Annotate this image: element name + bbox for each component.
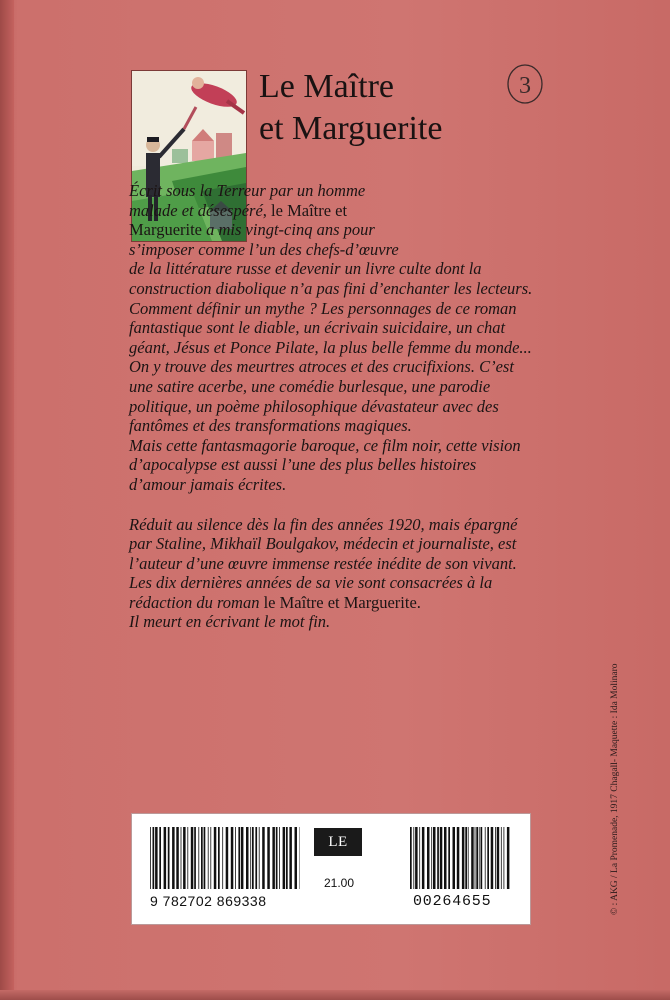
barcode-bar: [183, 827, 186, 889]
barcode-bar: [504, 827, 505, 889]
blurb-text-segment: Marguerite: [129, 220, 203, 240]
barcode-bar: [198, 827, 199, 889]
barcode-bar: [181, 827, 182, 889]
barcode-bar: [476, 827, 478, 889]
barcode-bar: [422, 827, 425, 889]
barcode-bar: [191, 827, 194, 889]
barcode-bar: [262, 827, 265, 889]
handwritten-digit: 3: [519, 73, 531, 99]
barcode-bar: [210, 827, 211, 889]
blurb-text-segment: d’apocalypse est aussi l’une des plus belles histoires: [129, 455, 477, 475]
barcode-bar: [246, 827, 249, 889]
bottom-edge-shadow: [0, 990, 670, 1000]
isbn-number: 9 782702 869338: [150, 893, 267, 909]
handwritten-number-mark: [503, 62, 547, 106]
barcode-bar: [440, 827, 443, 889]
barcode-bar: [295, 827, 298, 889]
title-line-2: et Marguerite: [259, 110, 443, 147]
barcode-bar: [462, 827, 465, 889]
blurb-text-segment: d’amour jamais écrites.: [129, 474, 287, 494]
blurb-line: [129, 220, 524, 240]
blurb-line: [129, 377, 524, 397]
barcode-bar: [267, 827, 270, 889]
blurb-line: [129, 416, 524, 436]
barcode-bar: [507, 827, 510, 889]
barcode-bar: [204, 827, 206, 889]
barcode-bar: [235, 827, 236, 889]
barcode-bar: [155, 827, 158, 889]
image-credit: © : AKG / La Promenade, 1917 Chagall- Maquette : Ida Molinaro: [610, 663, 620, 915]
spine-shadow: [0, 0, 14, 1000]
barcode-bar: [475, 827, 476, 889]
barcode-bar: [497, 827, 500, 889]
barcode-bar: [201, 827, 203, 889]
barcode-bar: [276, 827, 278, 889]
title-line-1: Le Maître: [259, 68, 394, 105]
blurb-line: [129, 612, 524, 632]
blurb: [129, 181, 533, 632]
blurb-text-segment: Écrit sous la Terreur par un homme: [129, 181, 366, 200]
blurb-line: [129, 436, 524, 456]
barcode-bar: [501, 827, 502, 889]
blurb-line: [129, 554, 524, 574]
barcode-bar: [208, 827, 209, 889]
barcode-bar: [214, 827, 217, 889]
blurb-line: [129, 357, 524, 377]
barcode-bar: [272, 827, 275, 889]
barcode-sticker: [131, 813, 531, 925]
barcode-bar: [259, 827, 260, 889]
blurb-text-segment: une satire acerbe, une comédie burlesque, une parodie: [129, 376, 491, 396]
barcode-bar: [187, 827, 188, 889]
blurb-line: [129, 181, 524, 201]
blurb-text-segment: s’imposer comme l’un des chefs-d’œuvre: [129, 239, 399, 259]
blurb-text-segment: Il meurt en écrivant le mot fin.: [129, 612, 331, 632]
blurb-line: [129, 259, 524, 279]
barcode-bar: [194, 827, 196, 889]
barcode-bar: [457, 827, 460, 889]
barcode-bar: [410, 827, 412, 889]
blurb-line: [129, 299, 524, 319]
blurb-paragraph-2: [129, 515, 524, 633]
barcode-bar: [481, 827, 483, 889]
barcode-bar: [226, 827, 229, 889]
blurb-line: [129, 515, 524, 535]
blurb-text-segment: politique, un poème philosophique dévastateur avec des: [129, 396, 499, 416]
blurb-text-segment: malade et désespéré: [129, 200, 263, 220]
blurb-text-segment: a mis vingt-cinq ans pour: [202, 220, 375, 240]
barcode-bar: [238, 827, 240, 889]
barcode-bar: [444, 827, 447, 889]
book-title: [259, 66, 519, 150]
blurb-line: [129, 397, 524, 417]
barcode-bar: [286, 827, 288, 889]
blurb-text-segment: On y trouve des meurtres atroces et des crucifixions. C’est: [129, 357, 514, 377]
blurb-text-segment: par Staline, Mikhaïl Boulgakov, médecin et journaliste, est: [129, 534, 517, 554]
blurb-line: [129, 455, 524, 475]
blurb-text-segment: Comment définir un mythe ? Les personnages de ce roman: [129, 298, 517, 318]
blurb-text-segment: l’auteur d’une œuvre immense restée inédite de son vivant.: [129, 553, 517, 573]
barcode-bar: [433, 827, 436, 889]
isbn-barcode: [150, 827, 300, 889]
blurb-line: [129, 593, 524, 613]
barcode-bar: [487, 827, 489, 889]
blurb-text-segment: fantastique sont le diable, un écrivain suicidaire, un chat: [129, 318, 506, 338]
blurb-text-segment: rédaction du roman: [129, 592, 260, 612]
blurb-line: [129, 278, 533, 299]
blurb-text-segment: construction diabolique n’a pas fini d’enchanter les lecteurs.: [129, 278, 533, 298]
barcode-bar: [222, 827, 223, 889]
barcode-bar: [415, 827, 418, 889]
blurb-line: [129, 475, 524, 495]
barcode-bar: [448, 827, 450, 889]
barcode-bar: [168, 827, 170, 889]
le-club-logo: LE CLUB: [314, 828, 362, 856]
barcode-bar: [495, 827, 496, 889]
barcode-bar: [453, 827, 456, 889]
blurb-line: [129, 318, 524, 338]
price: 21.00: [324, 876, 355, 890]
barcode-bar: [218, 827, 220, 889]
blurb-text-segment: fantômes et des transformations magiques.: [129, 416, 412, 436]
barcode-bar: [176, 827, 179, 889]
barcode-bar: [471, 827, 474, 889]
blurb-line: [129, 337, 532, 358]
blurb-line: [129, 201, 524, 221]
barcode-bar: [250, 827, 251, 889]
blurb-text-segment: de la littérature russe et devenir un livre culte dont la: [129, 259, 482, 279]
blurb-text-segment: Réduit au silence dès la fin des années 1920, mais épargné: [129, 514, 518, 534]
barcode-bar: [413, 827, 414, 889]
blurb-text-segment: , le Maître et: [262, 200, 348, 220]
blurb-text-segment: le Maître et Marguerite.: [259, 592, 421, 612]
barcode-bar: [153, 827, 155, 889]
barcode-bar: [485, 827, 486, 889]
barcode-bar: [289, 827, 292, 889]
barcode-bar: [465, 827, 467, 889]
barcode-bar: [283, 827, 286, 889]
barcode-bar: [431, 827, 432, 889]
barcode-bar: [437, 827, 439, 889]
barcode-bar: [427, 827, 430, 889]
blurb-text-segment: Mais cette fantasmagorie baroque, ce film noir, cette vision: [129, 435, 521, 455]
blurb-line: [129, 240, 524, 260]
barcode-bar: [164, 827, 167, 889]
barcode-bar: [241, 827, 244, 889]
barcode-bar: [172, 827, 175, 889]
barcode-bar: [468, 827, 469, 889]
barcode-bar: [255, 827, 257, 889]
blurb-line: [129, 573, 524, 593]
barcode-bar: [279, 827, 280, 889]
secondary-barcode: [410, 827, 510, 889]
blurb-paragraph-1: [129, 181, 533, 495]
blurb-text-segment: Les dix dernières années de sa vie sont consacrées à la: [129, 573, 493, 593]
blurb-text-segment: géant, Jésus et Ponce Pilate, la plus belle femme du monde...: [129, 337, 532, 357]
circle-mark-icon: [503, 62, 547, 106]
blurb-line: [129, 534, 524, 554]
barcode-bar: [231, 827, 234, 889]
barcode-bar: [419, 827, 420, 889]
barcode-bar: [150, 827, 151, 889]
barcode-bar: [479, 827, 480, 889]
barcode-bar: [252, 827, 254, 889]
secondary-barcode-number: 00264655: [413, 893, 492, 910]
barcode-bar: [491, 827, 494, 889]
barcode-bar: [159, 827, 161, 889]
